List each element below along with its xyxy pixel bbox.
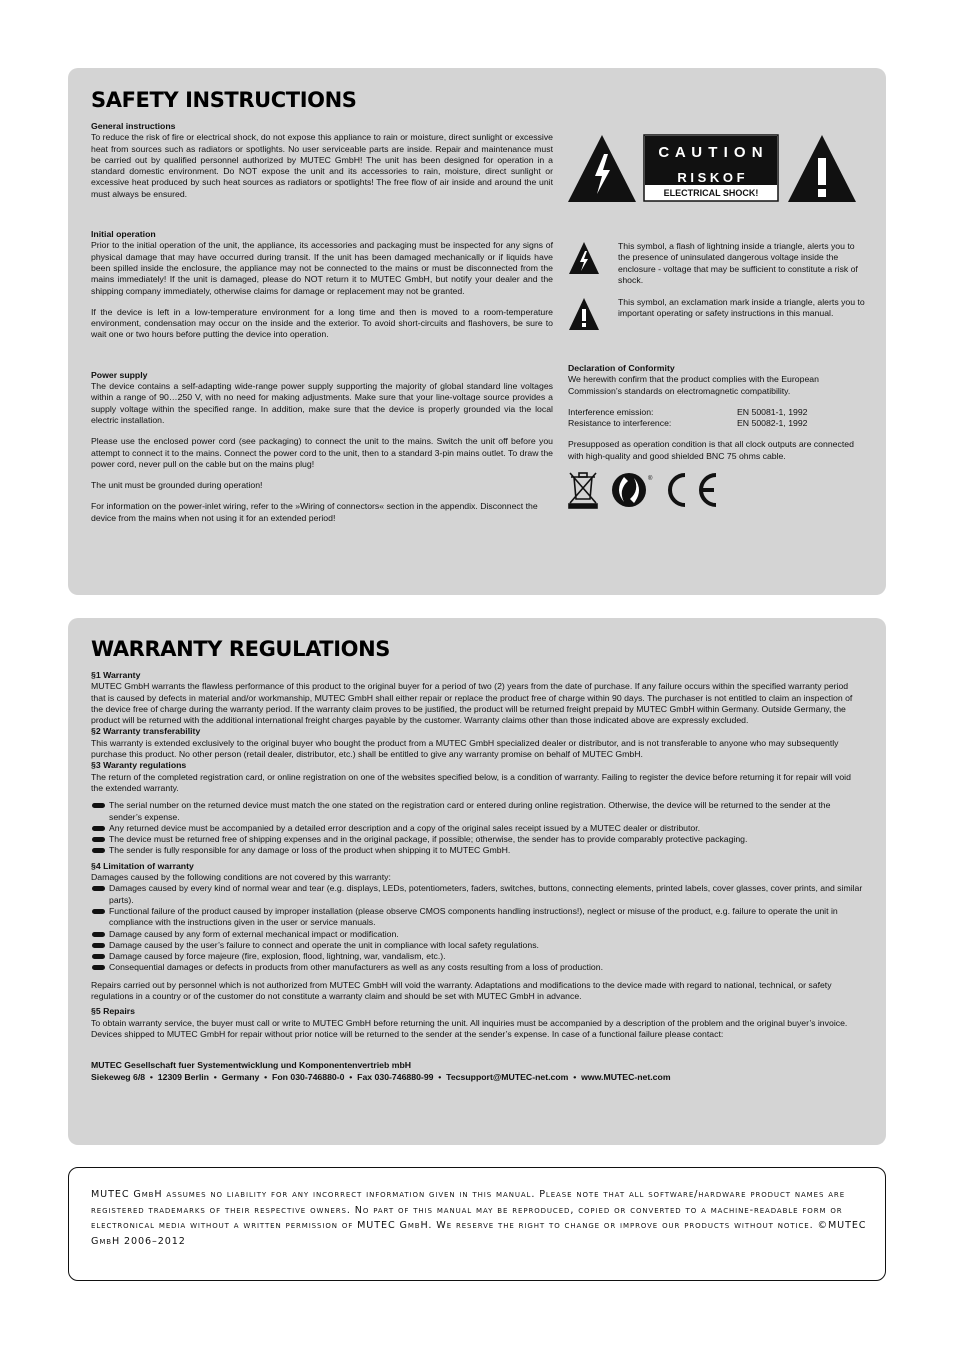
liability-notice-text: MUTEC GmbH assumes no liability for any incorrect information given in this manual. Please note that all software/hardware product names are registered trademarks of their respective owners. No part of this manual may be reproduced, copied or converted to a machine-readable form or electronical media without a written permission of MUTEC GmbH. We reserve the right to change or improve our products without notice. ©MUTEC GmbH 2006–2012 [91,1189,867,1247]
liability-notice-box [68,1167,886,1281]
bullet-icon [91,834,109,845]
safety-left-column [91,121,553,524]
s4-text: Damages caused by the following conditions are not covered by this warranty: [91,872,391,883]
resistance-label: Resistance to interference: [568,418,672,429]
initial-heading: Initial operation [91,229,156,240]
warranty-body [91,670,865,1083]
general-text: To reduce the risk of fire or electrical shock, do not expose this appliance to rain or moisture, direct sunlight or excessive heat from sources such as radiators or spotlights. No user serviceable parts are inside. Repair and maintenance must be carried out by qualified personnel authorized by MUTEC GmbH! The unit has been designed for operation in a standard domestic environment. Do NOT expose the unit and its accessories to rain, moisture, direct sunlight or excessive heat produced by such heat sources as radiators or spotlights! The free flow of air inside and around the unit must always be ensured. [91,132,553,199]
list-item: The serial number on the returned device must match the one stated on the registration card or entered during online registration. Otherwise, the device will be returned to the sender at the sender’s expense. [91,800,865,823]
emission-row [568,407,866,418]
list-item: Damage caused by force majeure (fire, explosion, flood, lightning, war, vandalism, etc.). [91,951,865,962]
s4-heading: §4 Limitation of warranty [91,860,194,871]
power-text-1: The device contains a self-adapting wide-range power supply supporting the majority of global standard line voltages within a range of 90…250 V, with no need for making adjustments. Make sure that your line-voltage source provides a supply voltage within the specified range. In addition, make sure that the device is properly grounded via the local electric installation. [91,381,553,425]
list-item: Damages caused by every kind of normal wear and tear (e.g. displays, LEDs, potentiometers, faders, switches, buttons, connecting elements, printed labels, cover glasses, cover prints, and similar parts). [91,883,865,906]
bullet-icon [91,906,109,929]
bullet-icon [91,845,109,856]
initial-text-1: Prior to the initial operation of the unit, the appliance, its accessories and packaging must be inspected for any signs of physical damage that may have occurred during transit. If the unit has been damaged mechanically or if liquids have been spilled inside the enclosure, the appliance may not be connected to the mains or must be disconnected from the mains immediately! If the unit is damaged, please do NOT return it to MUTEC GmbH, but notify your dealer and the shipping company immediately, otherwise claims for damage or replacement may not be granted. [91,240,553,296]
lightning-triangle-icon [568,241,600,275]
initial-text-2: If the device is left in a low-temperature environment for a long time and then is moved to a room-temperature environment, condensation may occur on the inside and the exterior. To avoid short-circuits and flashovers, be sure to wait one or two hours before putting the device into operation. [91,306,553,340]
conformity-text: We herewith confirm that the product complies with the European Commission’s standards on electromagnetic compatibility. [568,374,819,396]
s2-text: This warranty is extended exclusively to the original buyer who bought the product from a MUTEC GmbH specialized dealer or distributor, and is not transferable to anyone who may subsequently purchase this product. No other person (retail dealer, distributor, etc.) shall be entitled to give any warranty promise on behalf of MUTEC GmbH. [91,737,839,760]
emission-value: EN 50081-1, 1992 [737,406,808,417]
list-item: The sender is fully responsible for any damage or loss of the product when shipping it to MUTEC GmbH. [91,845,865,856]
bullet-icon [91,929,109,940]
power-text-3: The unit must be grounded during operation! [91,480,263,491]
weee-bin-icon [569,473,597,508]
s1-heading: §1 Warranty [91,670,141,680]
conformity-block [568,363,866,462]
power-text-4: For information on the power-inlet wiring, refer to the »Wiring of connectors« section in the appendix. Disconnect the device from the mains when not using it for an extended period! [91,501,538,523]
conformity-heading: Declaration of Conformity [568,363,675,373]
compliance-marks [568,471,728,511]
ce-mark-icon [670,475,716,505]
emission-label: Interference emission: [568,406,654,417]
general-heading: General instructions [91,121,176,131]
s2-heading: §2 Warranty transferability [91,726,201,737]
exclamation-triangle-icon [788,135,856,202]
lightning-triangle-icon [568,135,636,202]
bullet-icon [91,883,109,906]
power-heading: Power supply [91,369,148,380]
s3-text: The return of the completed registration card, or online registration on one of the websites specified below, is a condition of warranty. Failing to register the device before returning it for repair will void the extended warranty. [91,771,851,793]
bullet-icon [91,800,109,823]
bullet-icon [91,951,109,962]
list-item: Consequential damages or defects in products from other manufacturers as well as any costs resulting from a loss of production. [91,962,865,973]
green-dot-icon [612,473,653,507]
bullet-icon [91,940,109,951]
s1-text: MUTEC GmbH warrants the flawless performance of this product to the original buyer for a period of two (2) years from the date of purchase. If any failure occurs within the specified warranty period that is caused by defects in material and/or workmanship, MUTEC GmbH shall either repair or replace the product free of charge within 90 days. The purchaser is not entitled to claim an inspection of the device free of charge during the warranty period. If the warranty claim proves to be justified, the product will be returned freight prepaid by MUTEC GmbH within Germany. Outside Germany, the product will be returned with the additional international freight charges payable by the customer. Warranty claims other than those indicated above are expressly excluded. [91,681,853,726]
list-item: Functional failure of the product caused by improper installation (please observe CMOS components handling instructions!), neglect or misuse of the product, e.g. failure to operate the unit in compliance with the instructions given in the user or service manuals. [91,906,865,929]
safety-title: SAFETY INSTRUCTIONS [91,88,357,112]
lightning-symbol-text: This symbol, a flash of lightning inside a triangle, alerts you to the presence of uninsulated dangerous voltage inside the enclosure - voltage that may be sufficient to constitute a risk of shock. [618,241,858,285]
list-item: Any returned device must be accompanied by a detailed error description and a copy of the original sales receipt issued by a MUTEC dealer or distributor. [91,823,865,834]
safety-instructions-panel [68,68,886,595]
s4-after-text: Repairs carried out by personnel which is not authorized from MUTEC GmbH will void the warranty. Adaptations and modifications to the device made with regard to national, technical, or safety regulations in a country or of the customer do not constitute a warranty claim and should be set with MUTEC GmbH in advance. [91,979,832,1002]
company-name: MUTEC Gesellschaft fuer Systementwicklung und Komponentenvertrieb mbH [91,1060,412,1071]
warranty-regulations-panel [68,618,886,1145]
list-item: Damage caused by any form of external mechanical impact or modification. [91,929,865,940]
caution-label-box [644,135,778,201]
caution-text: C A U T I O N [658,144,764,161]
bullet-icon [91,823,109,834]
list-item: Damage caused by the user’s failure to connect and operate the unit in compliance with local safety regulations. [91,940,865,951]
bullet-icon [91,962,109,973]
warranty-title: WARRANTY REGULATIONS [91,637,390,661]
resistance-value: EN 50082-1, 1992 [737,418,808,429]
s5-heading: §5 Repairs [91,1006,135,1017]
electrical-shock-text: ELECTRICAL SHOCK! [663,188,759,198]
exclamation-symbol-text: This symbol, an exclamation mark inside a triangle, alerts you to important operating or safety instructions in this manual. [618,297,865,319]
svg-text:®: ® [648,476,653,482]
power-text-2: Please use the enclosed power cord (see packaging) to connect the unit to the mains. Switch the unit off before you attempt to connect it to the mains. Connect the power cord to the unit, then to a standard 3-pin mains outlet. To draw the power cord, never pull on the cable but on the mains plug! [91,436,553,469]
company-address: Siekeweg 6/8 • 12309 Berlin • Germany • Fon 030-746880-0 • Fax 030-746880-99 • Tecsupport@MUTEC-net.com • www.MUTEC-net.com [91,1071,671,1082]
s5-text: To obtain warranty service, the buyer must call or write to MUTEC GmbH before returning the unit. All inquiries must be accompanied by a description of the problem and the original buyer’s invoice. Devices shipped to MUTEC GmbH for repair without prior notice will be returned to the sender at the sender’s expense. In case of a functional failure please contact: [91,1017,848,1039]
exclamation-triangle-icon [568,297,600,331]
s3-heading: §3 Waranty regulations [91,760,187,771]
list-item: The device must be returned free of shipping expenses and in the original package, if possible; otherwise, the sender has to provide comparably protective packaging. [91,834,865,845]
resistance-row [568,418,866,429]
risk-of-text: R I S K O F [677,170,745,185]
conformity-note: Presupposed as operation condition is that all clock outputs are connected with high-quality and good shielded BNC 75 ohms cable. [568,439,854,461]
caution-graphic [568,134,858,204]
